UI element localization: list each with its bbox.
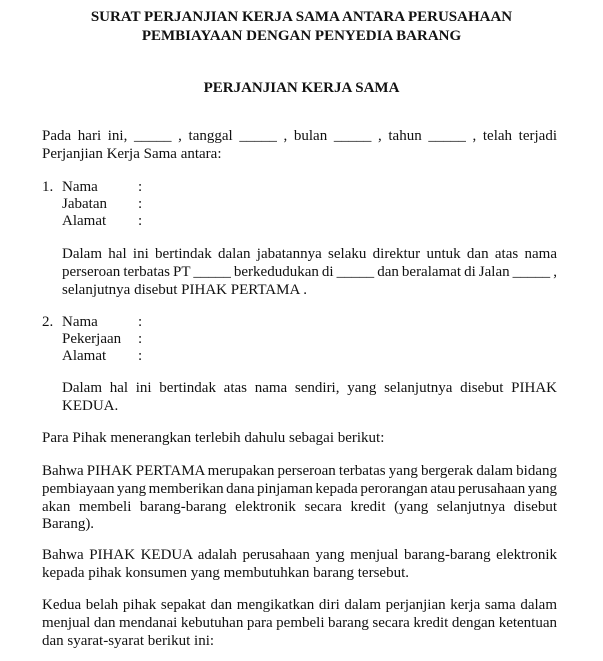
party2-desc-line-2: KEDUA.	[62, 398, 119, 414]
party2-field-pekerjaan	[62, 330, 152, 348]
colon: :	[138, 213, 143, 229]
para2-line-2: pembiayaan yang memberikan dana pinjaman kepada perorangan atau perusahaan yang	[42, 481, 557, 497]
para4-line-1: Kedua belah pihak sepakat dan mengikatkan diri dalam perjanjian kerja sama dalam	[42, 597, 557, 613]
field-label: Nama	[62, 179, 98, 195]
para2-line-4: Barang).	[42, 516, 95, 532]
party2-field-nama	[62, 313, 152, 331]
section-heading: PERJANJIAN KERJA SAMA	[203, 80, 400, 96]
colon: :	[138, 179, 143, 195]
para2-line-3: akan membeli barang-barang elektronik secara kredit (yang selanjutnya disebut	[42, 499, 557, 515]
field-label: Jabatan	[62, 196, 107, 212]
field-label: Alamat	[62, 213, 107, 229]
para3-line-2: kepada pihak konsumen yang membutuhkan barang tersebut.	[42, 565, 409, 581]
field-label: Nama	[62, 314, 98, 330]
para4-line-2: menjual dan mendanai kebutuhan para pembeli barang secara kredit dengan ketentuan	[42, 615, 557, 631]
party1-field-alamat	[62, 212, 152, 230]
colon: :	[138, 196, 143, 212]
para3-line-1: Bahwa PIHAK KEDUA adalah perusahaan yang menjual barang-barang elektronik	[42, 547, 557, 563]
document-title-line-2: PEMBIAYAAN DENGAN PENYEDIA BARANG	[141, 28, 462, 44]
field-label: Pekerjaan	[62, 331, 122, 347]
colon: :	[138, 314, 143, 330]
colon: :	[138, 348, 143, 364]
para2-line-1: Bahwa PIHAK PERTAMA merupakan perseroan terbatas yang bergerak dalam bidang	[42, 463, 557, 479]
document-title-line-1: SURAT PERJANJIAN KERJA SAMA ANTARA PERUSAHAAN	[90, 9, 513, 25]
para4-line-3: dan syarat-syarat berikut ini:	[42, 633, 215, 649]
field-label: Alamat	[62, 348, 107, 364]
party1-number: 1.	[42, 179, 54, 195]
party1-field-nama	[62, 178, 152, 196]
colon: :	[138, 331, 143, 347]
party2-field-alamat	[62, 347, 152, 365]
party1-field-jabatan	[62, 195, 152, 213]
intro-line-2: Perjanjian Kerja Sama antara:	[42, 146, 222, 162]
party2-number: 2.	[42, 314, 54, 330]
party2-desc-line-1: Dalam hal ini bertindak atas nama sendiri, yang selanjutnya disebut PIHAK	[62, 380, 557, 396]
party1-desc-line-2: perseroan terbatas PT _____ berkedudukan di _____ dan beralamat di Jalan _____ ,	[62, 264, 557, 280]
para1-line-1: Para Pihak menerangkan terlebih dahulu sebagai berikut:	[42, 430, 385, 446]
party1-desc-line-1: Dalam hal ini bertindak dalan jabatannya selaku direktur untuk dan atas nama	[62, 246, 557, 262]
intro-line-1: Pada hari ini, _____ , tanggal _____ , bulan _____ , tahun _____ , telah terjadi	[42, 128, 557, 144]
party1-desc-line-3: selanjutnya disebut PIHAK PERTAMA .	[62, 282, 307, 298]
